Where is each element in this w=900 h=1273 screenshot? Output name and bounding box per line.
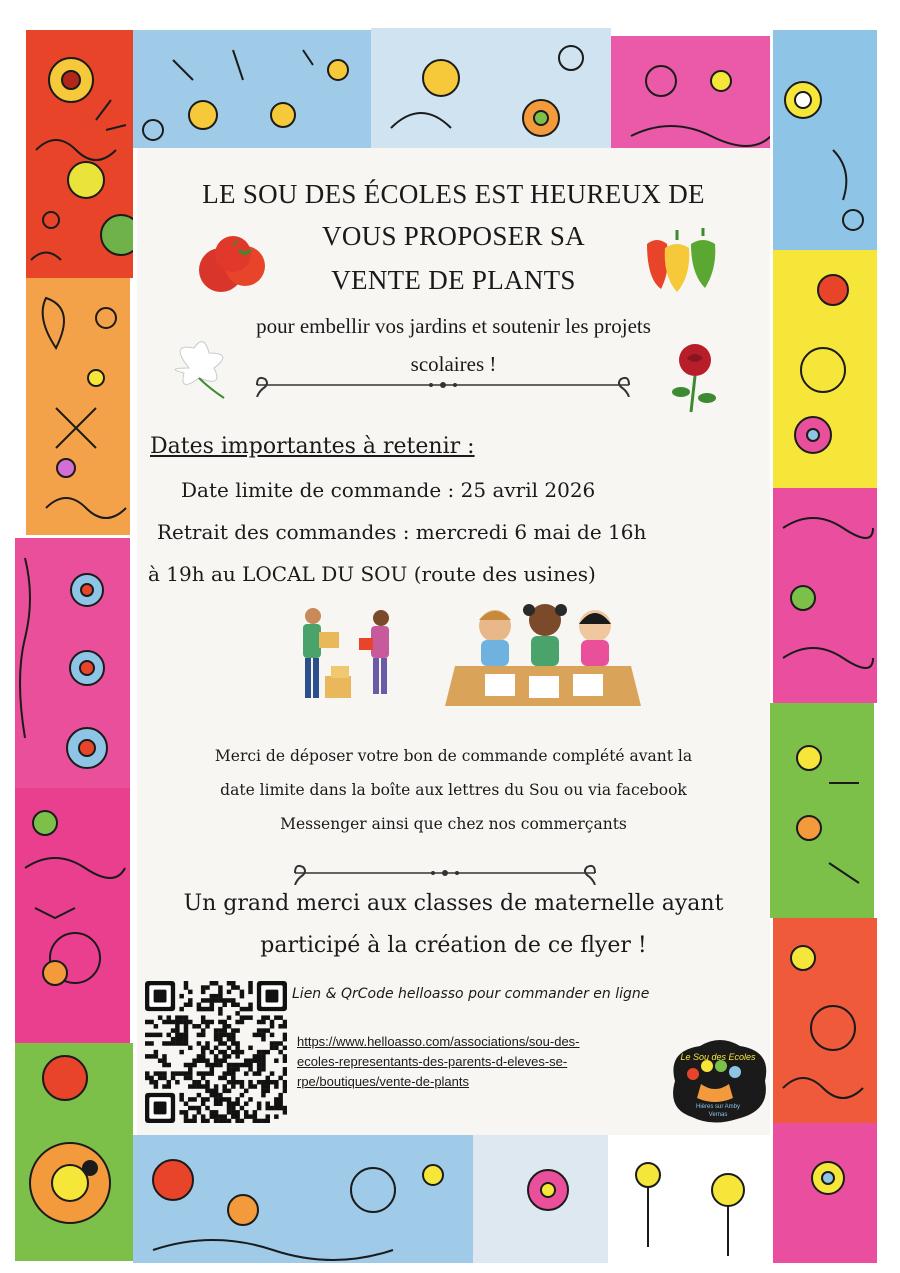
url-line-2: ecoles-representants-des-parents-d-eleves-se- — [297, 1054, 568, 1069]
drawing-tile — [15, 1043, 133, 1261]
drawing-tile — [473, 1135, 608, 1263]
order-deadline: Date limite de commande : 25 avril 2026 — [181, 478, 596, 502]
drawing-tile — [15, 788, 130, 1043]
pickup-line-2: à 19h au LOCAL DU SOU (route des usines) — [148, 562, 596, 586]
drawing-tile — [773, 30, 877, 250]
drawing-tile — [608, 1135, 773, 1263]
instructions-line-2: date limite dans la boîte aux lettres du Sou ou via facebook — [220, 781, 687, 799]
subtitle-line-2: scolaires ! — [410, 352, 497, 376]
pickup-line-1: Retrait des commandes : mercredi 6 mai de 16h — [157, 520, 647, 544]
url-line-3: rpe/boutiques/vente-de-plants — [297, 1074, 470, 1089]
instructions-line-1: Merci de déposer votre bon de commande complété avant la — [214, 747, 693, 765]
peppers-icon — [639, 226, 725, 296]
logo-place-2: Vernas — [708, 1112, 728, 1118]
drawing-tile — [26, 278, 130, 535]
thanks-line-2: participé à la création de ce flyer ! — [260, 933, 647, 958]
subtitle-line-1: pour embellir vos jardins et soutenir les projets — [256, 314, 651, 338]
drawing-tile — [371, 28, 611, 148]
tomato-icon — [193, 226, 269, 298]
drawing-tile — [133, 30, 371, 148]
drawing-tile — [773, 488, 877, 703]
helloasso-link[interactable] — [297, 1032, 580, 1092]
sou-des-ecoles-logo — [665, 1036, 771, 1126]
dates-title: Dates importantes à retenir : — [150, 434, 475, 459]
order-link-label: Lien & QrCode helloasso pour commander en ligne — [292, 986, 650, 1002]
headline-line-2: VOUS PROPOSER SA — [322, 221, 585, 251]
drawing-tile — [15, 538, 130, 788]
drawing-tile — [773, 250, 877, 488]
logo-place-1: Hières sur Amby — [695, 1104, 741, 1110]
kids-drawing-icon — [445, 596, 641, 710]
drawing-tile — [769, 703, 874, 918]
drawing-tile — [26, 30, 133, 278]
rose-icon — [667, 340, 721, 414]
url-line-1: https://www.helloasso.com/associations/sou-des- — [297, 1034, 580, 1049]
drawing-tile — [133, 1135, 473, 1263]
drawing-tile — [773, 918, 877, 1123]
thanks-line-1: Un grand merci aux classes de maternelle ayant — [183, 891, 724, 916]
lily-icon — [159, 338, 231, 406]
headline-line-3: VENTE DE PLANTS — [331, 265, 576, 295]
drawing-tile — [611, 36, 770, 148]
drawing-tile — [773, 1123, 877, 1263]
headline-line-1: LE SOU DES ÉCOLES EST HEUREUX DE — [202, 179, 705, 209]
logo-name: Le Sou des Ecoles — [680, 1052, 756, 1062]
ornament-divider-icon — [247, 373, 639, 397]
instructions-line-3: Messenger ainsi que chez nos commerçants — [280, 815, 627, 833]
ornament-divider-icon — [285, 861, 605, 885]
delivery-people-icon — [293, 606, 411, 706]
qr-code-icon[interactable] — [145, 981, 287, 1123]
flyer-panel — [137, 148, 770, 1135]
